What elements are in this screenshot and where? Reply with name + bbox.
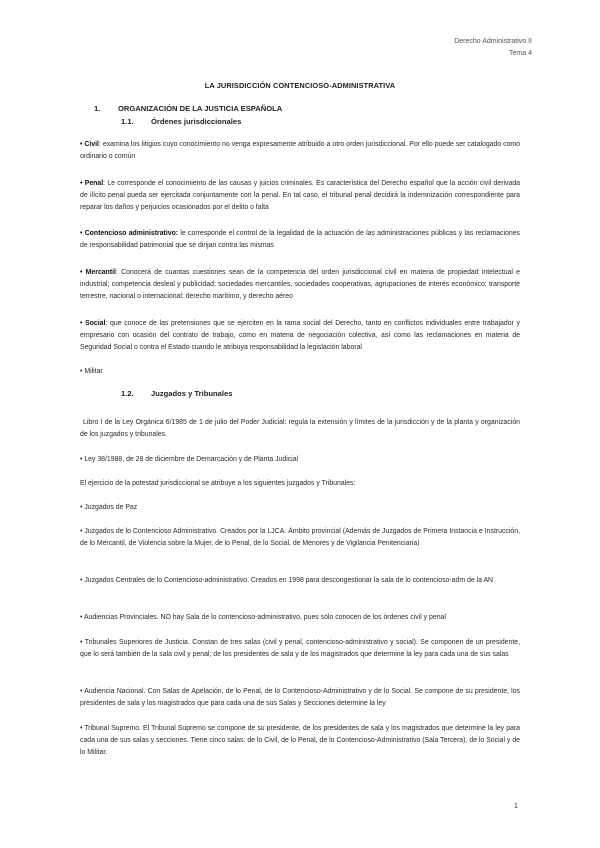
courts-paragraph: • Tribunales Superiores de Justicia. Constan de tres salas (civil y penal, contencioso-administrativo y social). Se componen de un presidente, que lo será también de la sala civil y penal; de los presidentes de sala y de los magistrados que determine la ley para cada una de sus salas bbox=[80, 639, 520, 658]
subsection-heading-1-2 bbox=[121, 389, 232, 398]
header-subject: Derecho Administrativo II bbox=[454, 38, 532, 45]
order-social bbox=[80, 318, 520, 354]
subsection-title: Órdenes jurisdiccionales bbox=[151, 117, 242, 126]
document-title: LA JURISDICCIÓN CONTENCIOSO-ADMINISTRATIVA bbox=[204, 81, 396, 90]
order-penal bbox=[80, 178, 520, 214]
page-number: 1 bbox=[513, 801, 518, 810]
order-contencioso bbox=[80, 228, 520, 252]
order-text: : examina los litigios cuyo conocimiento no venga expresamente atribuido a otro orden jurisdiccional. Por ello puede ser catalogado como ordinario o común bbox=[80, 141, 520, 160]
courts-paragraph: • Juzgados de Paz bbox=[80, 504, 138, 511]
order-term: • Social bbox=[80, 320, 106, 327]
order-text: : Conocerá de cuantas cuestiones sean de la competencia del orden jurisdiccional civil en materia de propiedad intelectual e industrial; competencia desleal y publicidad; sociedades mercantiles, sociedades cooperativas, agrupaciones de interés económico; transporte terrestre, nacional o internacional; derecho marítimo, y derecho aéreo bbox=[80, 269, 520, 300]
subsection-title: Juzgados y Tribunales bbox=[151, 389, 233, 398]
order-militar bbox=[80, 366, 520, 378]
courts-paragraph: • Tribunal Supremo. El Tribunal Supremo se compone de su presidente, de los presidentes de sala y los magistrados que determine la ley para cada una de sus salas y secciones. Tiene cinco salas: de lo Civil, de lo Penal, de lo Contencioso-Administrativo (Sala Tercera), de lo Social y de lo Militar. bbox=[80, 725, 520, 756]
order-text: le corresponde el control de la legalidad de la actuación de las administraciones públicas y las reclamaciones de responsabilidad patrimonial que se dirijan contra las mismas bbox=[80, 230, 520, 249]
page-header bbox=[454, 36, 532, 60]
order-term: • Mercantil bbox=[80, 269, 116, 276]
subsection-number: 1.1. bbox=[121, 117, 134, 126]
order-term: • Penal bbox=[80, 180, 104, 187]
courts-paragraph: • Juzgados de lo Contencioso Administrativo. Creados por la LJCA. Ámbito provincial (Además de Juzgados de Primera Instancia e Instrucción, de lo Mercantil, de Violencia sobre la Mujer, de lo Penal, de lo Social, de Menores y de Vigilancia Penitenciaria) bbox=[80, 528, 520, 547]
order-text: • Militar bbox=[80, 368, 103, 375]
section-number: 1. bbox=[94, 104, 101, 113]
section-title: ORGANIZACIÓN DE LA JUSTICIA ESPAÑOLA bbox=[118, 104, 283, 113]
order-civil bbox=[80, 139, 520, 163]
order-term: • Civil bbox=[80, 141, 99, 148]
courts-paragraph: El ejercicio de la potestad jurisdiccional se atribuye a los siguientes juzgados y Tribunales: bbox=[80, 480, 356, 487]
courts-paragraph: • Audiencias Provinciales. NO hay Sala de lo contencioso-administrativo, pues sólo conocen de los órdenes civil y penal bbox=[80, 614, 446, 621]
courts-paragraph: • Ley 38/1988, de 28 de diciembre de Demarcación y de Planta Judicial bbox=[80, 456, 299, 463]
section-heading-1 bbox=[94, 104, 282, 113]
header-topic: Tema 4 bbox=[509, 50, 532, 57]
subsection-heading-1-1 bbox=[121, 117, 241, 126]
order-term: • Contencioso administrativo: bbox=[80, 230, 179, 237]
order-text: : Le corresponde el conocimiento de las causas y juicios criminales. Es característica del Derecho español que la acción civil derivada de ilícito penal pueda ser ejercitada conjuntamente con la penal. En tal caso, el tribunal penal decidirá la indemnización correspondiente para reparar los daños y perjuicios ocasionados por el delito o falta bbox=[80, 180, 520, 211]
courts-paragraph: • Audiencia Nacional. Con Salas de Apelación, de lo Penal, de lo Contencioso-Administrativo y de lo Social. Se compone de su presidente, los presidentes de sala y los magistrados que para cada una de sus Salas y Secciones determine la ley bbox=[80, 688, 520, 707]
order-mercantil bbox=[80, 267, 520, 303]
courts-paragraph: • Juzgados Centrales de lo Contencioso-administrativo. Creados en 1998 para descongestionar la sala de lo contencioso-adm de la AN bbox=[80, 577, 494, 584]
subsection-number: 1.2. bbox=[121, 389, 134, 398]
order-text: : que conoce de las pretensiones que se ejerciten en la rama social del Derecho, tanto en conflictos individuales entre trabajador y empresario con ocasión del contrato de trabajo, como en materia de negociación colectiva, así como las reclamaciones en materia de Seguridad Social o contra el Estado cuando le atribuya responsabilidad la legislación laboral bbox=[80, 320, 520, 351]
courts-paragraph: Libro I de la Ley Orgánica 6/1985 de 1 de julio del Poder Judicial: regula la extensión y límites de la jurisdicción y de la planta y organización de los juzgados y tribunales. bbox=[80, 419, 520, 438]
